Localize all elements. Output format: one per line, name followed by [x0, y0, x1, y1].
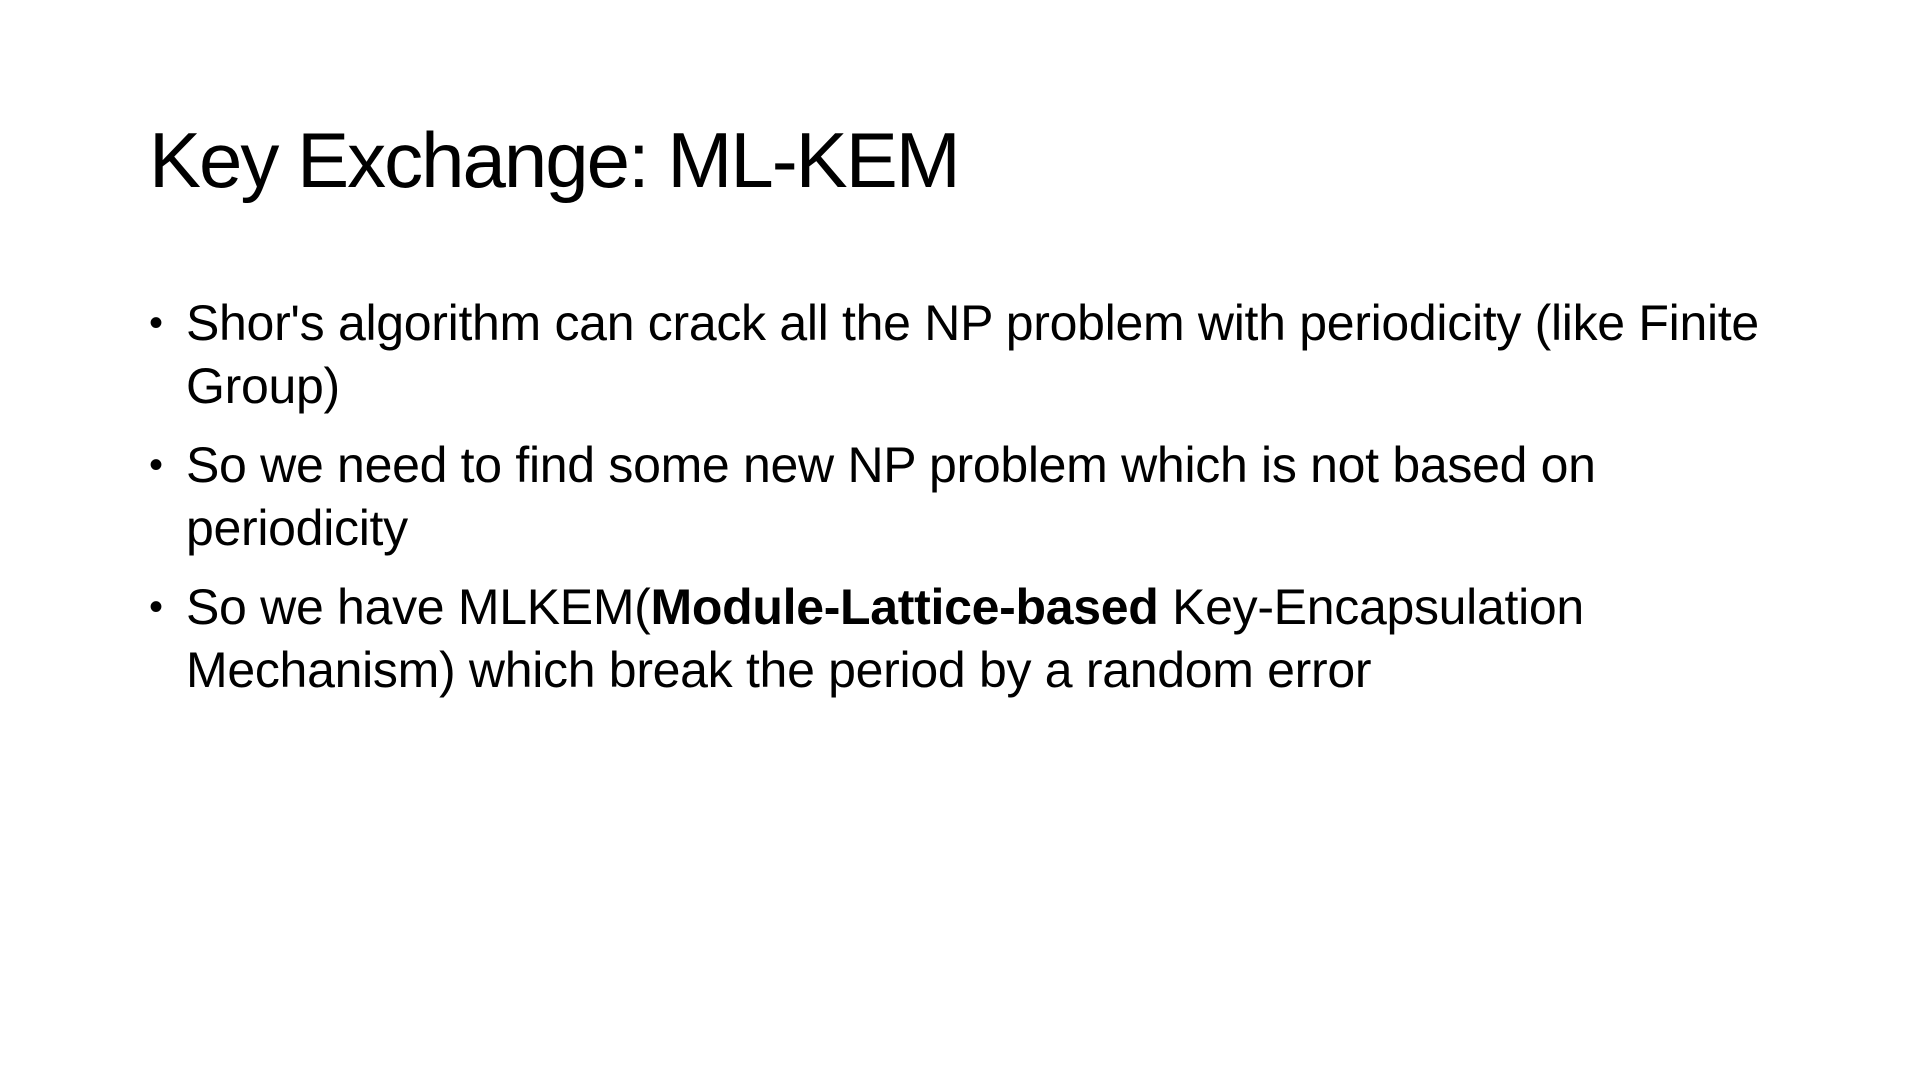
bullet-item — [149, 576, 1789, 702]
slide-title: Key Exchange: ML-KEM — [149, 116, 959, 204]
bullet-list — [149, 292, 1789, 718]
bullet-item — [149, 434, 1789, 560]
bullet-text: Shor's algorithm can crack all the NP problem with periodicity (like Finite Group) — [186, 295, 1759, 414]
bullet-text-bold: Module-Lattice-based — [650, 579, 1159, 635]
bullet-icon: • — [149, 585, 163, 629]
bullet-text-prefix: So we have MLKEM( — [186, 579, 651, 635]
bullet-icon: • — [149, 443, 163, 487]
bullet-text: So we need to find some new NP problem which is not based on periodicity — [186, 437, 1596, 556]
bullet-icon: • — [149, 301, 163, 345]
bullet-text-suffix: Key-Encapsulation Mechanism) which break the period by a random error — [186, 579, 1584, 698]
bullet-item — [149, 292, 1789, 418]
